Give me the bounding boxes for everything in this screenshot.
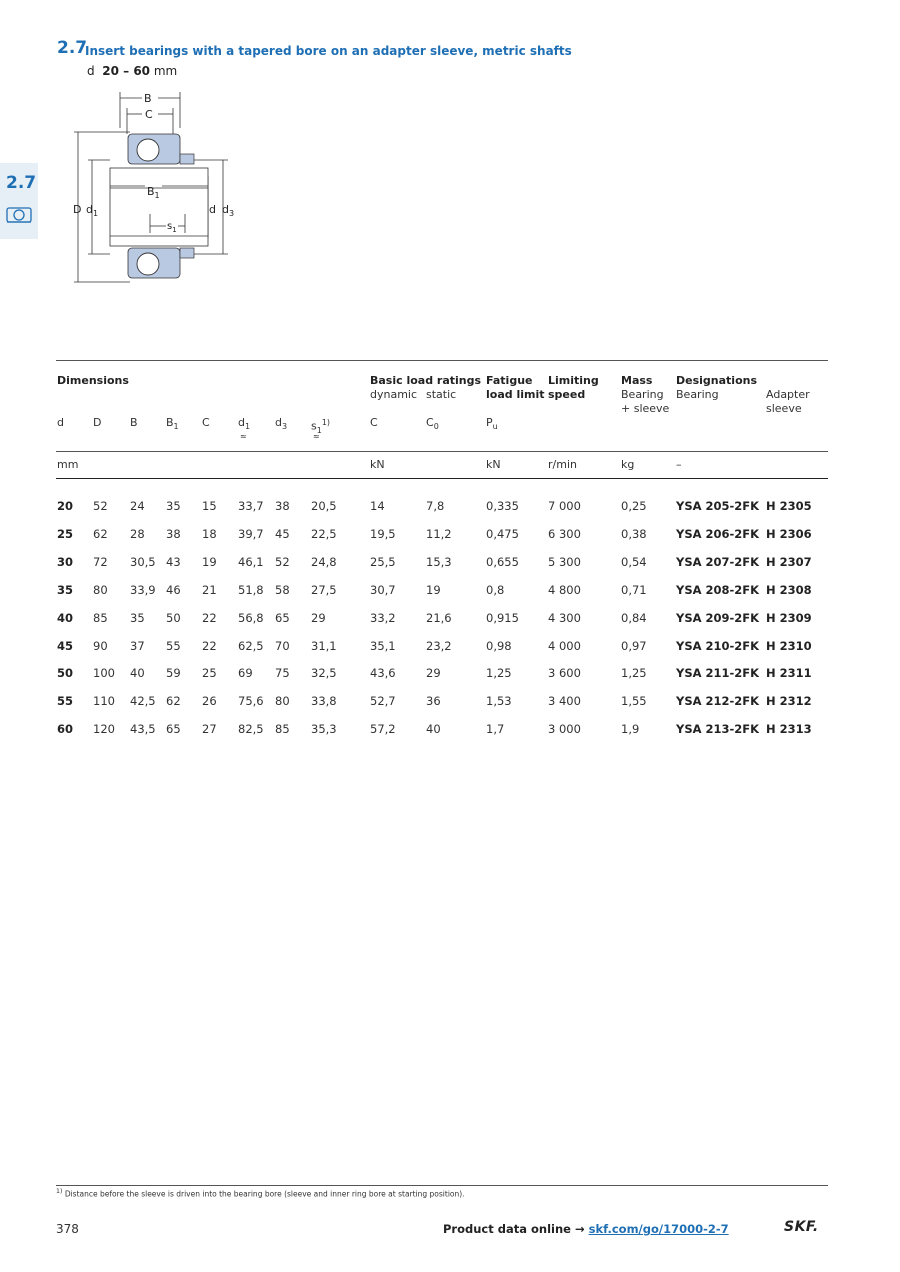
- header-adapter-1: Adapter: [766, 388, 810, 401]
- page-title: Insert bearings with a tapered bore on an adapter sleeve, metric shafts: [85, 44, 572, 58]
- label-s1: $s_1$: [167, 221, 177, 234]
- cell-D: 72: [93, 554, 108, 569]
- footnote-rule: [56, 1185, 828, 1186]
- cell-bearing-designation: YSA 210-2FK: [676, 638, 760, 653]
- footnote-text: Distance before the sleeve is driven into the bearing bore (sleeve and inner ring bore at starting position).: [64, 1189, 465, 1199]
- cell-B: 30,5: [130, 554, 156, 569]
- cell-speed: 7 000: [548, 499, 581, 513]
- cell-B1: 62: [166, 694, 181, 709]
- cell-d: 35: [57, 582, 74, 597]
- header-adapter-2: sleeve: [766, 402, 802, 415]
- cell-D: 110: [93, 694, 115, 709]
- cell-d3: 38: [275, 499, 290, 513]
- cell-d3: 52: [275, 554, 290, 569]
- cell-s1: 33,8: [311, 694, 337, 709]
- cell-D: 85: [93, 610, 108, 625]
- unit-designation: –: [676, 458, 682, 471]
- cell-d3: 65: [275, 610, 290, 625]
- cell-B1: 46: [166, 582, 181, 597]
- cell-speed: 4 000: [548, 638, 581, 653]
- unit-kN-load: kN: [370, 458, 385, 471]
- cell-d1: 75,6: [238, 694, 264, 709]
- range-unit: mm: [153, 64, 178, 78]
- cell-d3: 85: [275, 722, 290, 737]
- cell-bearing-designation: YSA 205-2FK: [676, 499, 760, 513]
- cell-C0: 11,2: [426, 526, 452, 541]
- cell-bearing-designation: YSA 209-2FK: [676, 610, 760, 625]
- header-fatigue-1: Fatigue: [486, 374, 533, 387]
- label-B: B: [144, 92, 152, 105]
- range-value: 20 – 60: [102, 64, 151, 78]
- header-load-ratings: Basic load ratings: [370, 374, 482, 387]
- header-fatigue-2: load limit: [486, 388, 545, 401]
- cell-C-dyn: 33,2: [370, 610, 396, 625]
- cell-Pu: 0,915: [486, 610, 519, 625]
- cell-C: 26: [202, 694, 217, 709]
- unit-speed: r/min: [548, 458, 577, 471]
- range-prefix: d: [87, 64, 95, 78]
- cell-C0: 23,2: [426, 638, 452, 653]
- cell-Pu: 1,25: [486, 666, 512, 681]
- cell-d3: 75: [275, 666, 290, 681]
- cell-d1: 69: [238, 666, 253, 681]
- cell-bearing-designation: YSA 211-2FK: [676, 666, 760, 681]
- cell-s1: 32,5: [311, 666, 337, 681]
- cell-B1: 65: [166, 722, 181, 737]
- cell-C0: 7,8: [426, 499, 445, 513]
- cell-d: 30: [57, 554, 74, 569]
- cell-B1: 35: [166, 499, 181, 513]
- cell-s1: 27,5: [311, 582, 337, 597]
- cell-C: 19: [202, 554, 217, 569]
- cell-B: 33,9: [130, 582, 156, 597]
- cell-C0: 19: [426, 582, 441, 597]
- header-dynamic: dynamic: [370, 388, 418, 401]
- cell-C0: 21,6: [426, 610, 452, 625]
- sym-C-dyn: C: [370, 416, 378, 429]
- chapter-tab[interactable]: [0, 163, 38, 239]
- cell-d1: 39,7: [238, 526, 264, 541]
- cell-adapter-sleeve: H 2312: [766, 694, 812, 709]
- cell-d: 20: [57, 499, 74, 513]
- size-range: [87, 64, 177, 78]
- cell-C0: 36: [426, 694, 441, 709]
- cell-C-dyn: 52,7: [370, 694, 396, 709]
- cell-mass: 0,25: [621, 499, 647, 513]
- cell-d1: 46,1: [238, 554, 264, 569]
- cell-mass: 1,9: [621, 722, 640, 737]
- cell-C: 21: [202, 582, 217, 597]
- cell-adapter-sleeve: H 2305: [766, 499, 812, 513]
- cell-d1: 62,5: [238, 638, 264, 653]
- cell-C: 25: [202, 666, 217, 681]
- cell-bearing-designation: YSA 206-2FK: [676, 526, 760, 541]
- table-top-rule: [56, 360, 828, 361]
- cell-d: 50: [57, 666, 74, 681]
- cell-D: 100: [93, 666, 115, 681]
- cell-adapter-sleeve: H 2310: [766, 638, 812, 653]
- page-number: 378: [56, 1222, 79, 1236]
- header-speed-2: speed: [548, 388, 586, 401]
- cell-Pu: 0,475: [486, 526, 519, 541]
- cell-speed: 3 400: [548, 694, 581, 709]
- cell-C: 22: [202, 638, 217, 653]
- header-speed-1: Limiting: [548, 374, 599, 387]
- cell-speed: 3 600: [548, 666, 581, 681]
- cell-speed: 3 000: [548, 722, 581, 737]
- header-designations: Designations: [676, 374, 758, 387]
- cell-B: 28: [130, 526, 145, 541]
- cell-s1: 35,3: [311, 722, 337, 737]
- cell-s1: 31,1: [311, 638, 337, 653]
- cell-d: 25: [57, 526, 74, 541]
- label-D: D: [73, 203, 82, 216]
- cell-bearing-designation: YSA 207-2FK: [676, 554, 760, 569]
- cell-B1: 55: [166, 638, 181, 653]
- cell-d1: 33,7: [238, 499, 264, 513]
- sym-d3: $d_3$: [275, 416, 288, 432]
- online-link[interactable]: skf.com/go/17000-2-7: [588, 1222, 729, 1236]
- sym-C0: $C_0$: [426, 416, 439, 432]
- chapter-tab-number: 2.7: [6, 173, 37, 193]
- cell-mass: 0,38: [621, 526, 647, 541]
- cell-Pu: 1,7: [486, 722, 505, 737]
- cell-d3: 58: [275, 582, 290, 597]
- sym-B: B: [130, 416, 138, 429]
- cell-D: 120: [93, 722, 115, 737]
- bearing-icon: [6, 205, 32, 225]
- cell-D: 52: [93, 499, 108, 513]
- cell-mass: 0,71: [621, 582, 647, 597]
- cell-C: 15: [202, 499, 217, 513]
- cell-s1: 22,5: [311, 526, 337, 541]
- header-static: static: [426, 388, 457, 401]
- cell-C-dyn: 14: [370, 499, 385, 513]
- cell-speed: 5 300: [548, 554, 581, 569]
- bearing-cross-section-diagram: [70, 88, 250, 293]
- footnote: [56, 1188, 465, 1199]
- label-d1: $d_1$: [86, 203, 99, 218]
- cell-B1: 50: [166, 610, 181, 625]
- cell-B: 42,5: [130, 694, 156, 709]
- cell-B: 37: [130, 638, 145, 653]
- header-mass-1: Mass: [621, 374, 653, 387]
- cell-s1: 20,5: [311, 499, 337, 513]
- header-dimensions: Dimensions: [57, 374, 129, 387]
- cell-C-dyn: 19,5: [370, 526, 396, 541]
- cell-d: 60: [57, 722, 74, 737]
- cell-C-dyn: 35,1: [370, 638, 396, 653]
- cell-Pu: 0,655: [486, 554, 519, 569]
- cell-B: 24: [130, 499, 145, 513]
- cell-C-dyn: 25,5: [370, 554, 396, 569]
- cell-adapter-sleeve: H 2313: [766, 722, 812, 737]
- sym-C: C: [202, 416, 210, 429]
- cell-D: 80: [93, 582, 108, 597]
- cell-Pu: 0,8: [486, 582, 505, 597]
- skf-logo: SKF.: [784, 1219, 819, 1235]
- cell-C0: 29: [426, 666, 441, 681]
- cell-d: 55: [57, 694, 74, 709]
- table-header-rule: [56, 451, 828, 452]
- label-d3: $d_3$: [222, 203, 235, 218]
- cell-speed: 6 300: [548, 526, 581, 541]
- label-B1: $B_1$: [147, 185, 160, 200]
- unit-mass: kg: [621, 458, 635, 471]
- sym-d: d: [57, 416, 64, 429]
- cell-speed: 4 300: [548, 610, 581, 625]
- cell-mass: 0,54: [621, 554, 647, 569]
- header-mass-2: Bearing: [621, 388, 664, 401]
- header-mass-3: + sleeve: [621, 402, 670, 415]
- unit-kN-fatigue: kN: [486, 458, 501, 471]
- cell-d1: 82,5: [238, 722, 264, 737]
- section-number: 2.7: [57, 38, 88, 58]
- cell-C0: 15,3: [426, 554, 452, 569]
- label-C: C: [145, 108, 153, 121]
- cell-B1: 38: [166, 526, 181, 541]
- cell-B1: 43: [166, 554, 181, 569]
- cell-mass: 1,25: [621, 666, 647, 681]
- sym-s1-approx: ≈: [313, 432, 320, 441]
- table-units-rule: [56, 478, 828, 479]
- sym-d1: $d_1$: [238, 416, 251, 432]
- cell-bearing-designation: YSA 212-2FK: [676, 694, 760, 709]
- sym-s1: $s_1^{1)}$: [311, 418, 331, 435]
- cell-bearing-designation: YSA 213-2FK: [676, 722, 760, 737]
- cell-Pu: 1,53: [486, 694, 512, 709]
- cell-d: 40: [57, 610, 74, 625]
- cell-mass: 0,97: [621, 638, 647, 653]
- cell-C0: 40: [426, 722, 441, 737]
- cell-D: 62: [93, 526, 108, 541]
- sym-D: D: [93, 416, 102, 429]
- cell-adapter-sleeve: H 2308: [766, 582, 812, 597]
- cell-C-dyn: 57,2: [370, 722, 396, 737]
- cell-s1: 29: [311, 610, 326, 625]
- cell-C: 27: [202, 722, 217, 737]
- cell-speed: 4 800: [548, 582, 581, 597]
- cell-adapter-sleeve: H 2311: [766, 666, 812, 681]
- cell-adapter-sleeve: H 2309: [766, 610, 812, 625]
- unit-mm: mm: [57, 458, 79, 471]
- cell-mass: 0,84: [621, 610, 647, 625]
- cell-d3: 80: [275, 694, 290, 709]
- cell-C-dyn: 30,7: [370, 582, 396, 597]
- cell-d3: 45: [275, 526, 290, 541]
- cell-s1: 24,8: [311, 554, 337, 569]
- label-d: d: [209, 203, 216, 216]
- footnote-mark: 1): [56, 1188, 63, 1195]
- product-data-online: [443, 1222, 729, 1236]
- online-label: Product data online →: [443, 1222, 585, 1236]
- cell-C: 18: [202, 526, 217, 541]
- cell-Pu: 0,98: [486, 638, 512, 653]
- header-desig-bearing: Bearing: [676, 388, 719, 401]
- cell-mass: 1,55: [621, 694, 647, 709]
- cell-adapter-sleeve: H 2307: [766, 554, 812, 569]
- sym-Pu: $P_u$: [486, 416, 498, 432]
- cell-d: 45: [57, 638, 74, 653]
- cell-C: 22: [202, 610, 217, 625]
- cell-B: 43,5: [130, 722, 156, 737]
- cell-bearing-designation: YSA 208-2FK: [676, 582, 760, 597]
- cell-B: 35: [130, 610, 145, 625]
- cell-D: 90: [93, 638, 108, 653]
- cell-d1: 56,8: [238, 610, 264, 625]
- cell-C-dyn: 43,6: [370, 666, 396, 681]
- cell-d1: 51,8: [238, 582, 264, 597]
- cell-B: 40: [130, 666, 145, 681]
- cell-Pu: 0,335: [486, 499, 519, 513]
- cell-B1: 59: [166, 666, 181, 681]
- cell-adapter-sleeve: H 2306: [766, 526, 812, 541]
- sym-B1: $B_1$: [166, 416, 179, 432]
- cell-d3: 70: [275, 638, 290, 653]
- sym-d1-approx: ≈: [240, 432, 247, 441]
